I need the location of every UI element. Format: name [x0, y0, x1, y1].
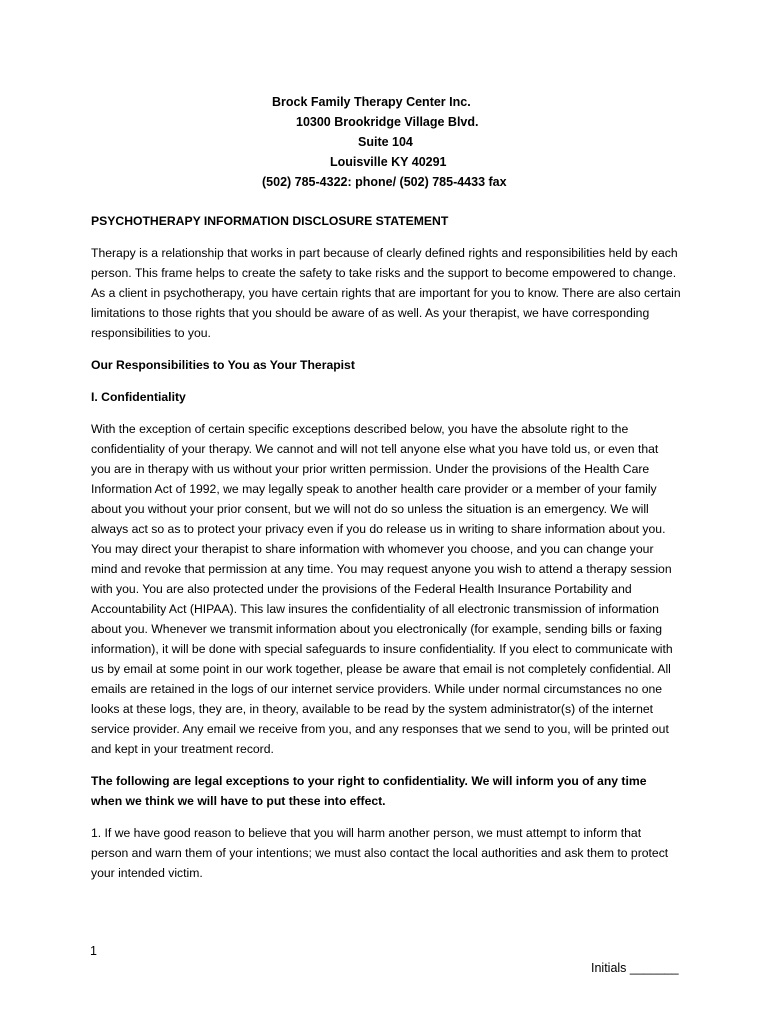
city-state-zip: Louisville KY 40291 — [330, 155, 447, 169]
section-heading: Our Responsibilities to You as Your Therapist — [91, 358, 355, 372]
confidentiality-paragraph: With the exception of certain specific exceptions described below, you have the absolute right to the confidentiality of your therapy. We cannot and will not tell anyone else what you have told us, or even that you are in therapy with us without your prior written permission. Under the provisions of the Health Care Information Act of 1992, we may legally speak to another health care provider or a member of your family about you without your prior consent, but we will not do so unless the situation is an emergency. We will always act so as to protect your privacy even if you do release us in writing to share information about you. You may direct your therapist to share information with whomever you choose, and you can change your mind and revoke that permission at any time. You may request anyone you wish to attend a therapy session with you. You are also protected under the provisions of the Federal Health Insurance Portability and Accountability Act (HIPAA). This law insures the confidentiality of all electronic transmission of information about you. Whenever we transmit information about you electronically (for example, sending bills or faxing information), it will be done with special safeguards to insure confidentiality. If you elect to communicate with us by email at some point in our work together, please be aware that email is not completely confidential. All emails are retained in the logs of our internet service providers. While under normal circumstances no one looks at these logs, they are, in theory, available to be read by the system administrator(s) of the internet service provider. Any email we receive from you, and any responses that we send to you, will be printed out and kept in your treatment record. — [91, 422, 673, 756]
exception-item-1: 1. If we have good reason to believe that you will harm another person, we must attempt to inform that person and warn them of your intentions; we must also contact the local authorities and ask them to protect your intended victim. — [91, 826, 669, 880]
exceptions-heading: The following are legal exceptions to your right to confidentiality. We will inform you of any time when we think we will have to put these into effect. — [91, 774, 647, 808]
document-body — [91, 211, 681, 895]
document-title: PSYCHOTHERAPY INFORMATION DISCLOSURE STATEMENT — [91, 214, 449, 228]
page-number: 1 — [90, 944, 97, 958]
initials-field[interactable]: Initials _______ — [591, 961, 679, 975]
phone-fax: (502) 785-4322: phone/ (502) 785-4433 fax — [262, 175, 507, 189]
street-address: 10300 Brookridge Village Blvd. — [296, 115, 479, 129]
suite: Suite 104 — [358, 135, 413, 149]
letterhead — [0, 92, 770, 192]
subsection-heading: I. Confidentiality — [91, 390, 186, 404]
intro-paragraph: Therapy is a relationship that works in part because of clearly defined rights and responsibilities held by each person. This frame helps to create the safety to take risks and the support to become empowered to change. As a client in psychotherapy, you have certain rights that are important for you to know. There are also certain limitations to those rights that you should be aware of as well. As your therapist, we have corresponding responsibilities to you. — [91, 246, 681, 340]
org-name: Brock Family Therapy Center Inc. — [272, 95, 471, 109]
